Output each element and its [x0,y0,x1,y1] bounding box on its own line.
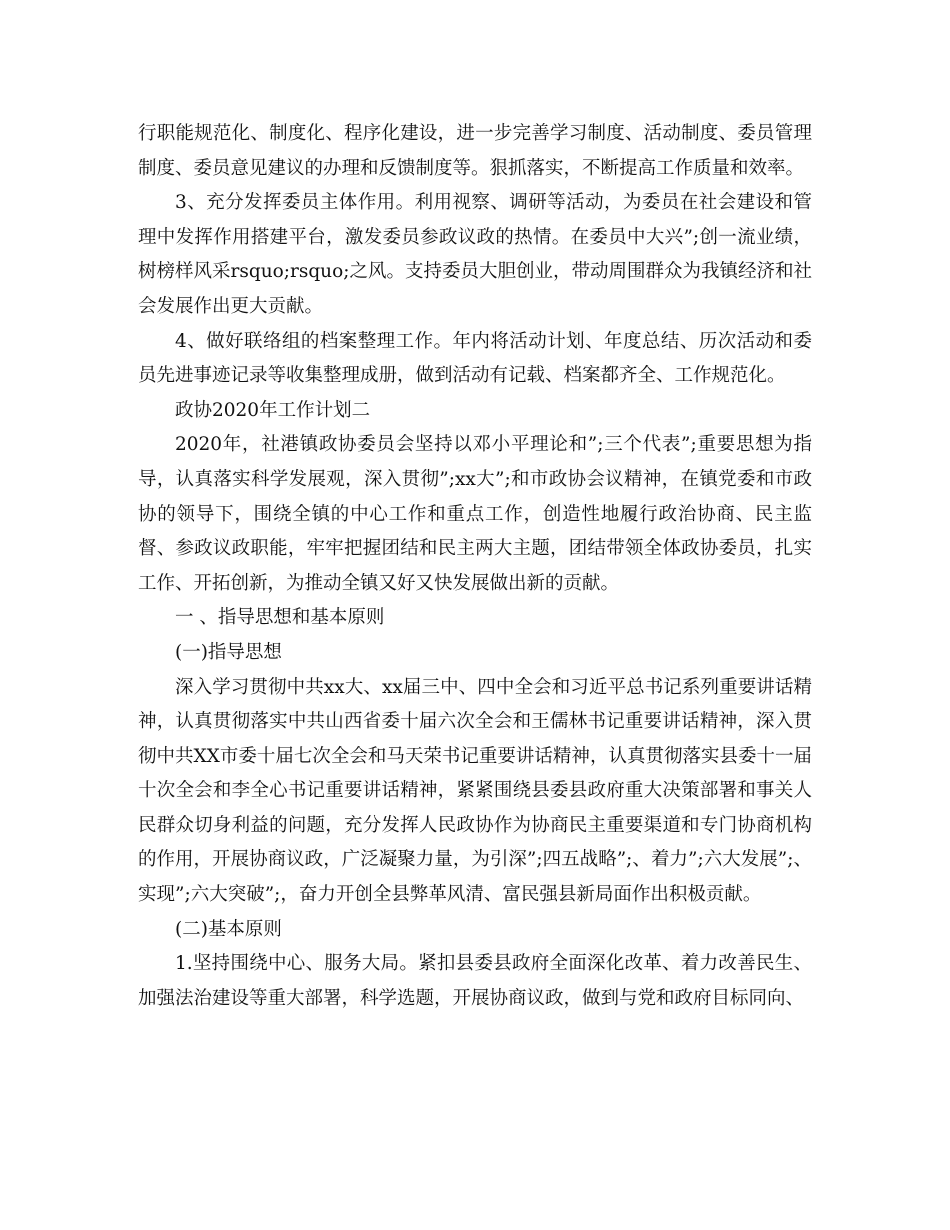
paragraph-guiding-thought: 深入学习贯彻中共xx大、xx届三中、四中全会和习近平总书记系列重要讲话精神，认真贯彻落实中共山西省委十届六次全会和王儒林书记重要讲话精神，深入贯彻中共XX市委十届七次全会和马天荣书记重要讲话精神，认真贯彻落实县委十一届十次全会和李全心书记重要讲话精神，紧紧围绕县委县政府重大决策部署和事关人民群众切身利益的问题，充分发挥人民政协作为协商民主重要渠道和专门协商机构的作用，开展协商议政，广泛凝聚力量，为引深”;四五战略”;、着力”;六大发展”;、实现”;六大突破”;，奋力开创全县弊革风清、富民强县新局面作出积极贡献。 [138,676,812,906]
paragraph-continued: 行职能规范化、制度化、程序化建设，进一步完善学习制度、活动制度、委员管理制度、委员意见建议的办理和反馈制度等。狠抓落实，不断提高工作质量和效率。 [138,123,812,179]
subheading-guiding-thought: (一)指导思想 [175,641,282,663]
subheading-basic-principles: (二)基本原则 [175,918,282,940]
paragraph-item-4: 4、做好联络组的档案整理工作。年内将活动计划、年度总结、历次活动和委员先进事迹记录等收集整理成册，做到活动有记载、档案都齐全、工作规范化。 [138,330,812,387]
paragraph-principle-1: 1.坚持围绕中心、服务大局。紧扣县委县政府全面深化改革、着力改善民生、加强法治建设等重大部署，科学选题，开展协商议政，做到与党和政府目标同向、 [138,953,812,1009]
section-title-plan-2: 政协2020年工作计划二 [175,399,371,421]
paragraph-intro: 2020年，社港镇政协委员会坚持以邓小平理论和”;三个代表”;重要思想为指导，认真落实科学发展观，深入贯彻”;xx大”;和市政协会议精神，在镇党委和市政协的领导下，围绕全镇的中心工作和重点工作，创造性地履行政治协商、民主监督、参政议政职能，牢牢把握团结和民主两大主题，团结带领全体政协委员，扎实工作、开拓创新，为推动全镇又好又快发展做出新的贡献。 [138,434,812,594]
paragraph-item-3: 3、充分发挥委员主体作用。利用视察、调研等活动，为委员在社会建设和管理中发挥作用搭建平台，激发委员参政议政的热情。在委员中大兴”;创一流业绩，树榜样风采rsquo;rsquo;之风。支持委员大胆创业，带动周围群众为我镇经济和社会发展作出更大贡献。 [138,192,812,317]
heading-guiding-principles: 一 、指导思想和基本原则 [175,607,385,629]
